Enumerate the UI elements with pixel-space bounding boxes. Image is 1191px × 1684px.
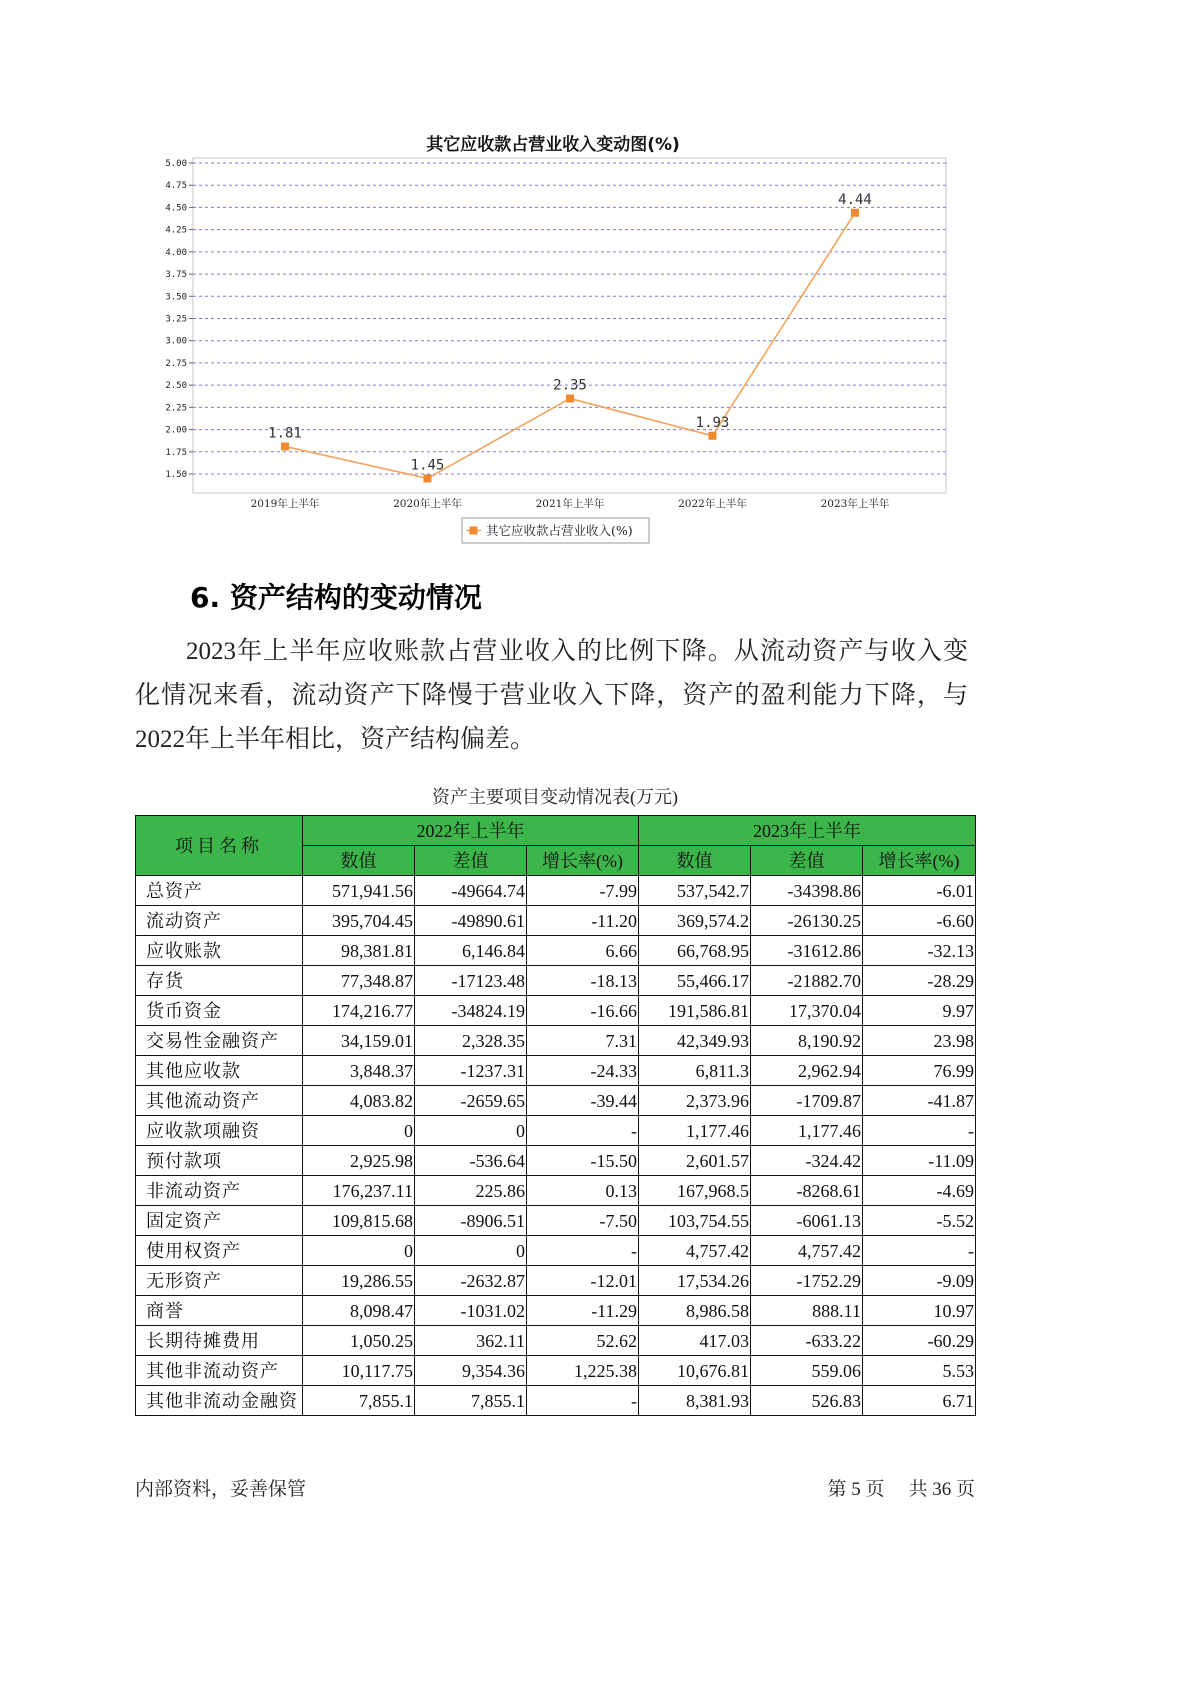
cell-2023-growth: -4.69 [863, 1176, 976, 1206]
cell-2022-value: 19,286.55 [303, 1266, 415, 1296]
cell-item-name: 应收账款 [136, 936, 303, 966]
cell-2022-value: 1,050.25 [303, 1326, 415, 1356]
cell-2023-growth: -11.09 [863, 1146, 976, 1176]
cell-2022-value: 77,348.87 [303, 966, 415, 996]
cell-2023-value: 103,754.55 [639, 1206, 751, 1236]
cell-2022-growth: -7.99 [527, 876, 639, 906]
cell-2023-value: 55,466.17 [639, 966, 751, 996]
cell-2022-growth: -39.44 [527, 1086, 639, 1116]
cell-2022-growth: -16.66 [527, 996, 639, 1026]
cell-2023-diff: 17,370.04 [751, 996, 863, 1026]
cell-2023-growth: -6.60 [863, 906, 976, 936]
header-2023-value: 数值 [639, 846, 751, 876]
cell-2022-growth: - [527, 1116, 639, 1146]
cell-2022-value: 109,815.68 [303, 1206, 415, 1236]
y-tick-label: 4.25 [165, 225, 187, 236]
y-tick-label: 1.75 [165, 447, 187, 458]
table-row [136, 1116, 976, 1146]
cell-2023-value: 167,968.5 [639, 1176, 751, 1206]
table-row [136, 1356, 976, 1386]
cell-2023-diff: -34398.86 [751, 876, 863, 906]
cell-2022-diff: -1237.31 [415, 1056, 527, 1086]
cell-2023-diff: 888.11 [751, 1296, 863, 1326]
cell-2022-value: 395,704.45 [303, 906, 415, 936]
cell-2023-value: 8,381.93 [639, 1386, 751, 1416]
cell-2023-growth: 9.97 [863, 996, 976, 1026]
cell-2022-diff: -17123.48 [415, 966, 527, 996]
table-row [136, 1296, 976, 1326]
cell-2023-diff: 526.83 [751, 1386, 863, 1416]
legend-label: 其它应收款占营业收入(%) [486, 523, 633, 538]
cell-2022-value: 2,925.98 [303, 1146, 415, 1176]
table-row [136, 1236, 976, 1266]
cell-2022-diff: 9,354.36 [415, 1356, 527, 1386]
cell-2023-diff: -31612.86 [751, 936, 863, 966]
paragraph-line: 2023年上半年应收账款占营业收入的比例下降。从流动资产与收入变 [186, 638, 968, 665]
cell-2023-value: 191,586.81 [639, 996, 751, 1026]
y-tick-label: 3.00 [165, 336, 187, 347]
cell-2022-diff: -49890.61 [415, 906, 527, 936]
cell-2023-value: 4,757.42 [639, 1236, 751, 1266]
cell-item-name: 其他流动资产 [136, 1086, 303, 1116]
cell-item-name: 应收款项融资 [136, 1116, 303, 1146]
cell-2022-value: 7,855.1 [303, 1386, 415, 1416]
table-row [136, 1386, 976, 1416]
y-tick-label: 3.25 [165, 314, 187, 325]
cell-item-name: 存货 [136, 966, 303, 996]
cell-2022-value: 10,117.75 [303, 1356, 415, 1386]
y-tick-label: 3.75 [165, 270, 187, 281]
cell-item-name: 总资产 [136, 876, 303, 906]
cell-2023-growth: - [863, 1116, 976, 1146]
cell-2022-value: 0 [303, 1116, 415, 1146]
table-row [136, 1266, 976, 1296]
data-label: 1.93 [695, 414, 730, 431]
cell-2022-diff: -1031.02 [415, 1296, 527, 1326]
cell-2023-value: 537,542.7 [639, 876, 751, 906]
table-row [136, 1146, 976, 1176]
cell-2023-value: 42,349.93 [639, 1026, 751, 1056]
cell-item-name: 流动资产 [136, 906, 303, 936]
cell-2023-growth: -28.29 [863, 966, 976, 996]
y-tick-label: 4.75 [165, 181, 187, 192]
header-2022-growth: 增长率(%) [527, 846, 639, 876]
cell-2022-diff: -49664.74 [415, 876, 527, 906]
table-row [136, 1056, 976, 1086]
cell-2022-growth: -24.33 [527, 1056, 639, 1086]
cell-item-name: 使用权资产 [136, 1236, 303, 1266]
header-period-2022: 2022年上半年 [303, 816, 639, 846]
cell-2022-diff: 7,855.1 [415, 1386, 527, 1416]
data-point [281, 442, 289, 450]
cell-2022-growth: -18.13 [527, 966, 639, 996]
cell-2023-growth: 6.71 [863, 1386, 976, 1416]
data-label: 2.35 [553, 377, 587, 394]
y-tick-label: 2.75 [165, 358, 187, 369]
cell-2023-growth: -9.09 [863, 1266, 976, 1296]
header-2023-diff: 差值 [751, 846, 863, 876]
cell-2023-value: 10,676.81 [639, 1356, 751, 1386]
cell-2022-diff: 225.86 [415, 1176, 527, 1206]
data-point [709, 432, 717, 440]
section-heading: 6. 资产结构的变动情况 [190, 581, 482, 614]
cell-item-name: 交易性金融资产 [136, 1026, 303, 1056]
cell-2022-diff: -34824.19 [415, 996, 527, 1026]
x-tick-label: 2023年上半年 [820, 498, 890, 510]
table-row [136, 1206, 976, 1236]
cell-item-name: 无形资产 [136, 1266, 303, 1296]
cell-2023-growth: -5.52 [863, 1206, 976, 1236]
cell-2022-value: 176,237.11 [303, 1176, 415, 1206]
table-header-row [136, 816, 976, 846]
cell-2023-diff: 8,190.92 [751, 1026, 863, 1056]
data-label: 4.44 [838, 191, 872, 208]
asset-change-table [135, 815, 976, 1416]
cell-2022-diff: 0 [415, 1116, 527, 1146]
cell-2022-diff: 6,146.84 [415, 936, 527, 966]
x-tick-label: 2020年上半年 [393, 498, 462, 510]
cell-2023-diff: -1752.29 [751, 1266, 863, 1296]
y-tick-label: 5.00 [165, 159, 187, 169]
header-2023-growth: 增长率(%) [863, 846, 976, 876]
cell-2023-value: 8,986.58 [639, 1296, 751, 1326]
cell-2022-diff: -2659.65 [415, 1086, 527, 1116]
cell-2022-value: 8,098.47 [303, 1296, 415, 1326]
cell-2023-diff: 2,962.94 [751, 1056, 863, 1086]
cell-item-name: 其他应收款 [136, 1056, 303, 1086]
cell-2022-diff: -8906.51 [415, 1206, 527, 1236]
cell-2022-growth: 52.62 [527, 1326, 639, 1356]
cell-2023-diff: -6061.13 [751, 1206, 863, 1236]
cell-2023-value: 417.03 [639, 1326, 751, 1356]
cell-2022-diff: -2632.87 [415, 1266, 527, 1296]
x-tick-label: 2022年上半年 [678, 498, 747, 510]
cell-item-name: 非流动资产 [136, 1176, 303, 1206]
legend [462, 518, 649, 543]
cell-item-name: 货币资金 [136, 996, 303, 1026]
cell-item-name: 预付款项 [136, 1146, 303, 1176]
cell-2023-growth: 10.97 [863, 1296, 976, 1326]
cell-2022-growth: - [527, 1386, 639, 1416]
legend-marker [470, 527, 478, 535]
cell-2023-diff: 4,757.42 [751, 1236, 863, 1266]
cell-2022-diff: 2,328.35 [415, 1026, 527, 1056]
footer-page-info [827, 1478, 975, 1502]
cell-2023-value: 66,768.95 [639, 936, 751, 966]
paragraph-line: 化情况来看，流动资产下降慢于营业收入下降，资产的盈利能力下降，与 [135, 682, 968, 709]
cell-2022-diff: 362.11 [415, 1326, 527, 1356]
table-title: 资产主要项目变动情况表(万元) [432, 787, 678, 807]
cell-2022-value: 3,848.37 [303, 1056, 415, 1086]
cell-2023-growth: -41.87 [863, 1086, 976, 1116]
table-row [136, 906, 976, 936]
data-label: 1.81 [268, 425, 302, 442]
cell-2023-diff: -21882.70 [751, 966, 863, 996]
y-tick-label: 2.50 [165, 381, 187, 392]
cell-2023-diff: -324.42 [751, 1146, 863, 1176]
data-point [424, 474, 432, 482]
y-tick-label: 2.00 [165, 425, 187, 436]
cell-2022-growth: -12.01 [527, 1266, 639, 1296]
y-tick-label: 3.50 [165, 292, 187, 303]
cell-2022-value: 98,381.81 [303, 936, 415, 966]
cell-2023-growth: - [863, 1236, 976, 1266]
cell-2022-growth: -15.50 [527, 1146, 639, 1176]
cell-2023-diff: -26130.25 [751, 906, 863, 936]
cell-item-name: 其他非流动资产 [136, 1356, 303, 1386]
cell-2022-value: 174,216.77 [303, 996, 415, 1026]
data-point [851, 209, 859, 217]
cell-2022-growth: 0.13 [527, 1176, 639, 1206]
cell-2022-growth: 6.66 [527, 936, 639, 966]
table-row [136, 966, 976, 996]
header-2022-diff: 差值 [415, 846, 527, 876]
y-tick-label: 4.50 [165, 203, 187, 214]
table-row [136, 936, 976, 966]
cell-2022-diff: -536.64 [415, 1146, 527, 1176]
cell-2023-diff: -633.22 [751, 1326, 863, 1356]
section-paragraph [135, 630, 968, 762]
cell-item-name: 商誉 [136, 1296, 303, 1326]
cell-2023-diff: -1709.87 [751, 1086, 863, 1116]
footer-confidential-note: 内部资料，妥善保管 [135, 1479, 307, 1500]
cell-2023-value: 2,601.57 [639, 1146, 751, 1176]
table-row [136, 1086, 976, 1116]
cell-2022-growth: -7.50 [527, 1206, 639, 1236]
cell-2023-growth: -60.29 [863, 1326, 976, 1356]
line-chart [0, 0, 1191, 560]
y-tick-label: 4.00 [165, 247, 187, 258]
chart-title: 其它应收款占营业收入变动图(%) [426, 135, 680, 155]
cell-2023-value: 17,534.26 [639, 1266, 751, 1296]
page-number: 第 5 页 [827, 1479, 885, 1500]
cell-2023-diff: -8268.61 [751, 1176, 863, 1206]
plot-area [193, 158, 946, 493]
paragraph-line: 2022年上半年相比，资产结构偏差。 [135, 726, 536, 753]
cell-2022-growth: - [527, 1236, 639, 1266]
table-row [136, 1176, 976, 1206]
cell-2022-value: 0 [303, 1236, 415, 1266]
cell-2023-growth: -32.13 [863, 936, 976, 966]
header-item-name: 项目名称 [136, 816, 303, 876]
y-tick-label: 2.25 [165, 403, 187, 414]
cell-2022-growth: -11.20 [527, 906, 639, 936]
header-period-2023: 2023年上半年 [639, 816, 976, 846]
table-row [136, 1026, 976, 1056]
cell-2022-growth: 7.31 [527, 1026, 639, 1056]
cell-2023-diff: 559.06 [751, 1356, 863, 1386]
cell-2023-value: 369,574.2 [639, 906, 751, 936]
cell-2022-value: 571,941.56 [303, 876, 415, 906]
cell-2023-growth: 23.98 [863, 1026, 976, 1056]
total-pages: 共 36 页 [908, 1479, 975, 1500]
x-tick-label: 2019年上半年 [250, 498, 320, 510]
cell-2022-growth: 1,225.38 [527, 1356, 639, 1386]
cell-item-name: 其他非流动金融资 [136, 1386, 303, 1416]
header-2022-value: 数值 [303, 846, 415, 876]
y-tick-label: 1.50 [165, 470, 187, 480]
table-row [136, 996, 976, 1026]
data-point [566, 394, 574, 402]
cell-2023-diff: 1,177.46 [751, 1116, 863, 1146]
table-row [136, 1326, 976, 1356]
x-tick-label: 2021年上半年 [535, 498, 605, 510]
cell-item-name: 固定资产 [136, 1206, 303, 1236]
cell-item-name: 长期待摊费用 [136, 1326, 303, 1356]
cell-2023-value: 6,811.3 [639, 1056, 751, 1086]
cell-2023-value: 1,177.46 [639, 1116, 751, 1146]
cell-2022-value: 34,159.01 [303, 1026, 415, 1056]
cell-2023-growth: 76.99 [863, 1056, 976, 1086]
table-row [136, 876, 976, 906]
cell-2023-growth: 5.53 [863, 1356, 976, 1386]
cell-2023-growth: -6.01 [863, 876, 976, 906]
data-label: 1.45 [410, 457, 445, 474]
cell-2022-growth: -11.29 [527, 1296, 639, 1326]
cell-2022-value: 4,083.82 [303, 1086, 415, 1116]
cell-2022-diff: 0 [415, 1236, 527, 1266]
cell-2023-value: 2,373.96 [639, 1086, 751, 1116]
